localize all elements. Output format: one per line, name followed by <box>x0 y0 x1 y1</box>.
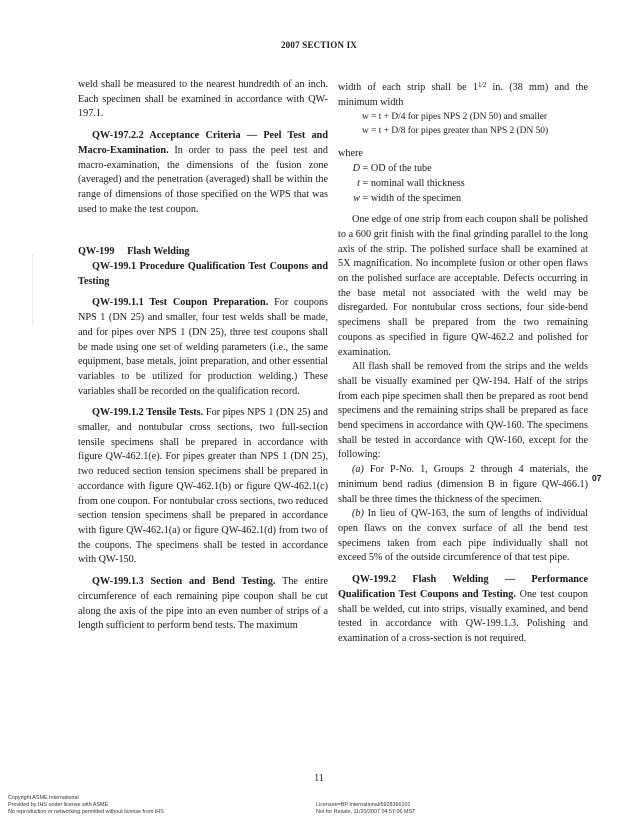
definition-w-text: = width of the specimen <box>360 192 462 204</box>
paragraph-qw-197-2-2 <box>78 129 328 217</box>
strip-width-fraction: 1⁄2 <box>478 81 487 89</box>
footer-right-line: Not for Resale, 11/20/2007 04:57:06 MST <box>316 809 416 816</box>
list-item-a-text: For P-No. 1, Groups 2 through 4 materials, the minimum bend radius (dimension B in figure QW-466.1) shall be three times the thickness of the specimen. <box>338 464 588 505</box>
definition-D-text: = OD of the tube <box>360 163 432 175</box>
side-watermark <box>32 255 39 325</box>
footer-left-line: Provided by IHS under license with ASME <box>8 802 109 809</box>
list-item-a-label: (a) <box>352 464 364 476</box>
section-title-qw-199 <box>78 245 328 260</box>
section-name: Flash Welding <box>127 246 190 258</box>
footer-left-line: Copyright ASME International <box>8 795 79 801</box>
definition-D <box>338 162 588 177</box>
paragraph-qw-199-1-2 <box>78 406 328 568</box>
strip-width-text-a: width of each strip shall be 1 <box>338 82 479 93</box>
paragraph-strip-width <box>338 78 588 110</box>
running-header: 2007 SECTION IX <box>280 40 357 50</box>
paragraph-continuation: weld shall be measured to the nearest hundredth of an inch. Each specimen shall be examined in accordance with QW-197.1. <box>78 79 328 120</box>
heading-qw-199-1: QW-199.1 Procedure Qualification Test Coupons and Testing <box>78 261 328 287</box>
paragraph-flash-removal: All flash shall be removed from the strips and the welds shall be visually examined per QW-194. Half of the strips from each pipe specimen shall then be prepared as root bend specimens and the remaining strips shall be prepared as face bend specimens in accordance with QW-160. The specimens shall be tested in accordance with QW-160, except for the following: <box>338 361 588 461</box>
list-item-b-text: In lieu of QW-163, the sum of lengths of individual open flaws on the convex surface of all the bend test specimens taken from each pipe individually shall not exceed 5% of the outside circumference of that test pipe. <box>338 508 588 564</box>
footer-left-line: No reproduction or networking permitted without license from IHS <box>8 809 164 816</box>
paragraph-polish: One edge of one strip from each coupon shall be polished to a 600 grit finish with the final grinding parallel to the long axis of the strip. The polished surface shall be examined at 5X magnification. No incomplete fusion or other open flaws on the polished surface are acceptable. Defects occurring in the base metal not associated with the weld may be disregarded. For nontubular cross sections, four side-bend specimens shall be prepared from the two remaining coupons as specified in figure QW-462.2 and polished for examination. <box>338 214 588 358</box>
definition-D-symbol: D <box>352 163 360 175</box>
list-item-b <box>338 507 588 566</box>
definition-w-symbol: w <box>353 192 360 204</box>
definition-w <box>338 192 588 207</box>
heading-qw-197-2-2: QW-197.2.2 Acceptance Criteria — Peel Test and Macro-Examination. <box>78 130 328 156</box>
footer-license <box>316 802 415 816</box>
list-item-b-label: (b) <box>352 508 364 520</box>
footer-copyright <box>8 795 164 817</box>
where-label: where <box>338 148 363 160</box>
formula-large-pipe: w = t + D/8 for pipes greater than NPS 2 (DN 50) <box>362 126 549 137</box>
body-qw-197-2-2: In order to pass the peel test and macro-examination, the dimensions of the fusion zone (averaged) and the penetration (averaged) shall be within the range of dimensions of those specified on the WPS that was used to make the test coupon. <box>78 144 328 215</box>
body-qw-199-1-3: The entire circumference of each remaining pipe coupon shall be cut along the axis of the pipe into an even number of strips of a length sufficient to perform bend tests. The maximum <box>78 576 328 632</box>
formula-small-pipe: w = t + D/4 for pipes NPS 2 (DN 50) and smaller <box>362 112 548 123</box>
body-qw-199-1-1: For coupons NPS 1 (DN 25) and smaller, four test welds shall be made, and for pipes over NPS 1 (DN 25), three test coupons shall be made using one set of welding parameters (i.e., the same equipment, base metals, joint preparation, and other essential variables to be utilized for production welding.) These variables shall be recorded on the qualification record. <box>78 297 329 397</box>
heading-qw-199-2: QW-199.2 Flash Welding — Performance Qualification Test Coupons and Testing. <box>338 574 588 600</box>
left-column <box>78 78 328 634</box>
list-item-a <box>338 463 588 507</box>
body-qw-199-2: One test coupon shall be welded, cut into strips, visually examined, and bend tested in accordance with QW-199.1.3. Polishing and examination of a cross-section is not required. <box>338 588 588 644</box>
section-number: QW-199 <box>78 246 115 258</box>
definition-t-text: = nominal wall thickness <box>360 177 465 189</box>
paragraph-qw-199-1-1 <box>78 296 328 399</box>
page-number: 11 <box>314 773 324 784</box>
heading-qw-199-1-3: QW-199.1.3 Section and Bend Testing. <box>92 576 276 588</box>
footer-right-line: Licensee=BP International/5928366101 <box>316 802 411 808</box>
revision-margin-mark: 07 <box>592 473 602 483</box>
paragraph-qw-199-2 <box>338 573 588 647</box>
paragraph-qw-199-1-3 <box>78 575 328 634</box>
heading-qw-199-1-1: QW-199.1.1 Test Coupon Preparation. <box>92 297 269 309</box>
strip-width-text-b: in. (38 mm) and the minimum width <box>338 82 588 108</box>
heading-qw-199-1-2: QW-199.1.2 Tensile Tests. <box>92 407 204 419</box>
definition-t-symbol: t <box>357 177 360 189</box>
definition-t <box>338 177 588 192</box>
body-qw-199-1-2: For pipes NPS 1 (DN 25) and smaller, and nontubular cross sections, two full-section tensile specimens shall be prepared in accordance with figure QW-462.1(e). For pipes greater than NPS 1 (DN 25), two reduced section tension specimens shall be prepared in accordance with figure QW-462.1(b) or figure QW-462.1(c) from one coupon. For nontubular cross sections, two reduced section tension specimens shall be prepared in accordance with figure QW-462.1(a) or figure QW-462.1(d) from two of the coupons. The specimens shall be tested in accordance with QW-150. <box>78 407 328 566</box>
right-column <box>338 78 588 647</box>
